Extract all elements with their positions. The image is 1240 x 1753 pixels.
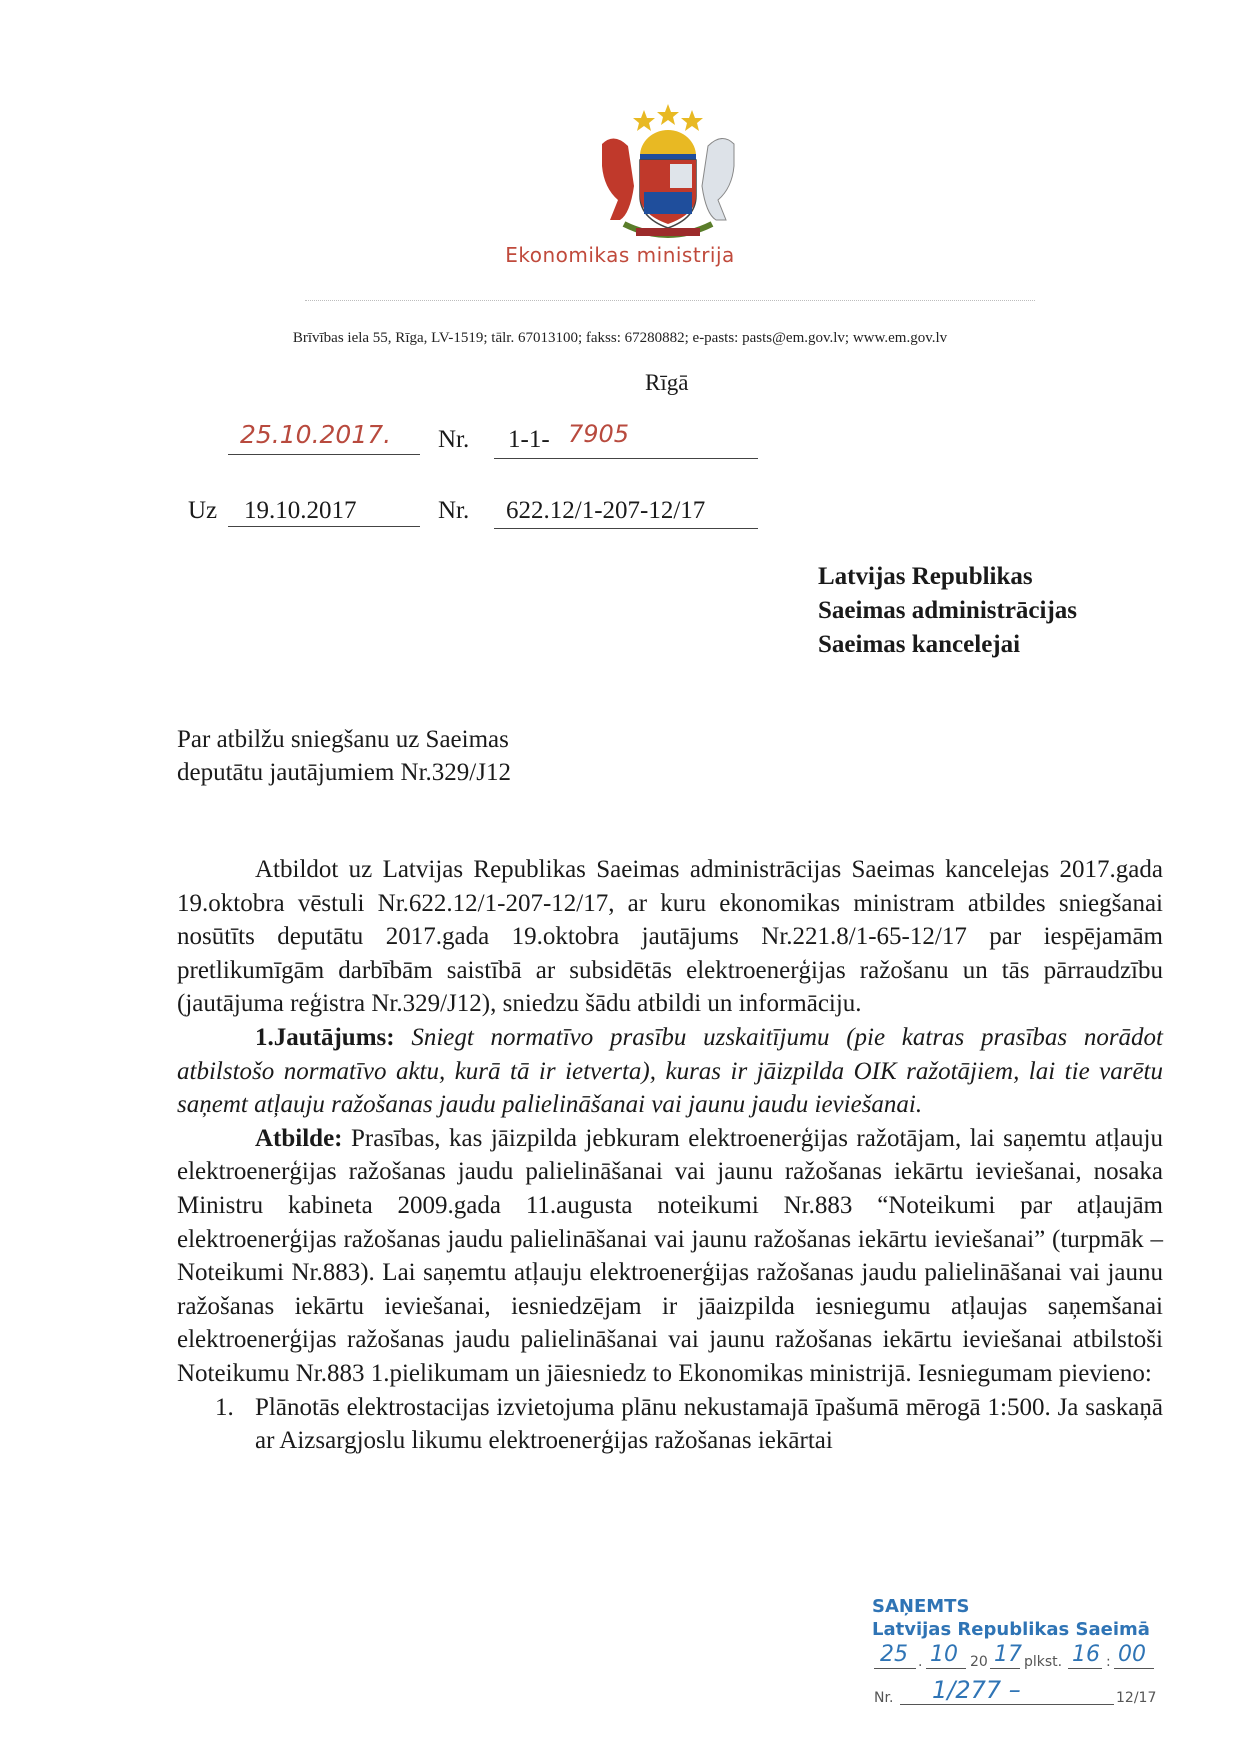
uz-date: 19.10.2017 (244, 497, 357, 524)
list-item (177, 1391, 1163, 1458)
list-item-text: Plānotās elektrostacijas izvietojuma plānu nekustamajā īpašumā mērogā 1:500. Ja saskaņā ar Aizsargjoslu likumu elektroenerģijas ražošanas iekārtai (255, 1393, 1163, 1455)
stamp-nr-label: Nr. (874, 1690, 894, 1706)
answer-paragraph (177, 1122, 1163, 1391)
answer-label: Atbilde: (255, 1124, 343, 1152)
outgoing-nr-handwritten: 7905 (568, 420, 630, 448)
stamp-colon: : (1106, 1654, 1111, 1670)
uz-nr: 622.12/1-207-12/17 (506, 497, 706, 524)
uz-date-underline (228, 526, 420, 527)
ministry-name: Ekonomikas ministrija (505, 243, 735, 267)
stamp-date-row (872, 1640, 1172, 1676)
question-paragraph (177, 1021, 1163, 1122)
recipient-line-3: Saeimas kancelejai (818, 631, 1021, 658)
uz-nr-label: Nr. (438, 497, 470, 524)
outgoing-nr-label: Nr. (438, 426, 470, 453)
question-text: Sniegt normatīvo prasību uzskaitījumu (pie katras prasības norādot atbilstošo normatīvo aktu, kurā tā ir ietverta), kuras ir jāizpilda OIK ražotājiem, lai tie varētu saņemt atļauju ražošanas jaudu palielināšanai vai jaunu jaudu ieviešanai. (177, 1023, 1164, 1119)
stamp-org: Latvijas Republikas Saeimā (872, 1619, 1150, 1640)
stamp-nr-suffix: 12/17 (1116, 1690, 1157, 1706)
stamp-nr-handwritten: 1/277 – (932, 1676, 1021, 1704)
subject-line-2: deputātu jautājumiem Nr.329/J12 (177, 759, 511, 786)
outgoing-date-underline (228, 454, 420, 455)
stamp-minute-underline (1114, 1668, 1154, 1669)
stamp-title: SAŅEMTS (872, 1596, 970, 1617)
question-label: 1.Jautājums: (255, 1023, 395, 1051)
stamp-year-prefix: 20 (970, 1654, 988, 1670)
stamp-year-underline (990, 1668, 1020, 1669)
stamp-nr-row (872, 1676, 1172, 1712)
outgoing-date: 25.10.2017. (240, 420, 392, 449)
subject-block (177, 723, 511, 789)
uz-nr-underline (494, 528, 758, 529)
intro-paragraph: Atbildot uz Latvijas Republikas Saeimas administrācijas Saeimas kancelejas 2017.gada 19.oktobra vēstuli Nr.622.12/1-207-12/17, ar kuru ekonomikas ministram atbildes sniegšanai nosūtīts deputātu 2017.gada 19.oktobra jautājums Nr.221.8/1-65-12/17 par iespējamām pretlikumīgām darbībām saistībā ar subsidētās elektroenerģijas ražošanu un tās pārraudzību (jautājuma reģistra Nr.329/J12), sniedzu šādu atbildi un informāciju. (177, 856, 1163, 1018)
city: Rīgā (645, 370, 689, 395)
stamp-day: 25 (880, 1642, 908, 1667)
answer-text: Prasības, kas jāizpilda jebkuram elektroenerģijas ražotājam, lai saņemtu atļauju elektroenerģijas ražošanas jaudu palielināšanai vai jaunu ražošanas iekārtu ieviešanai, nosaka Ministru kabineta 2009.gada 11.augusta noteikumi Nr.883 “Noteikumi par atļaujām elektroenerģijas ražošanas jaudu palielināšanai vai jaunu ražošanas iekārtu ieviešanai” (turpmāk – Noteikumi Nr.883). Lai saņemtu atļauju elektroenerģijas ražošanas jaudu palielināšanai vai jaunu ražošanas iekārtu ieviešanai, iesniedzējam ir jāaizpilda iesniegumu atļaujas saņemšanai elektroenerģijas ražošanas jaudu palielināšanai vai jaunu ražošanas iekārtu ieviešanai atbilstoši Noteikumu Nr.883 1.pielikumam un jāiesniedz to Ekonomikas ministrijā. Iesniegumam pievieno: (177, 1124, 1163, 1387)
coat-of-arms-logo (584, 96, 752, 244)
uz-label: Uz (188, 497, 218, 524)
outgoing-nr-underline (494, 458, 758, 459)
stamp-month-underline (926, 1668, 966, 1669)
recipient-line-2: Saeimas administrācijas (818, 597, 1078, 624)
subject-line-1: Par atbilžu sniegšanu uz Saeimas (177, 726, 509, 753)
stamp-year-suffix: 17 (994, 1642, 1022, 1667)
stamp-day-underline (874, 1668, 916, 1669)
ministry-address: Brīvības iela 55, Rīga, LV-1519; tālr. 67013100; fakss: 67280882; e-pasts: pasts@em.gov.lv; www.em.gov.lv (292, 330, 948, 346)
stamp-hour-underline (1068, 1668, 1102, 1669)
stamp-hour: 16 (1072, 1642, 1100, 1667)
stamp-minute: 00 (1118, 1642, 1146, 1667)
list-item-number: 1. (215, 1393, 234, 1421)
stamp-plkst-label: plkst. (1024, 1654, 1063, 1670)
recipient-block (818, 560, 1077, 662)
letter-body (177, 853, 1163, 1458)
recipient-line-1: Latvijas Republikas (818, 563, 1033, 590)
received-stamp (872, 1596, 1172, 1712)
stamp-nr-underline (900, 1704, 1114, 1705)
header-divider (305, 300, 1035, 301)
stamp-dot-1: . (918, 1654, 923, 1670)
stamp-month: 10 (930, 1642, 958, 1667)
outgoing-nr-prefix: 1-1- (508, 426, 550, 453)
